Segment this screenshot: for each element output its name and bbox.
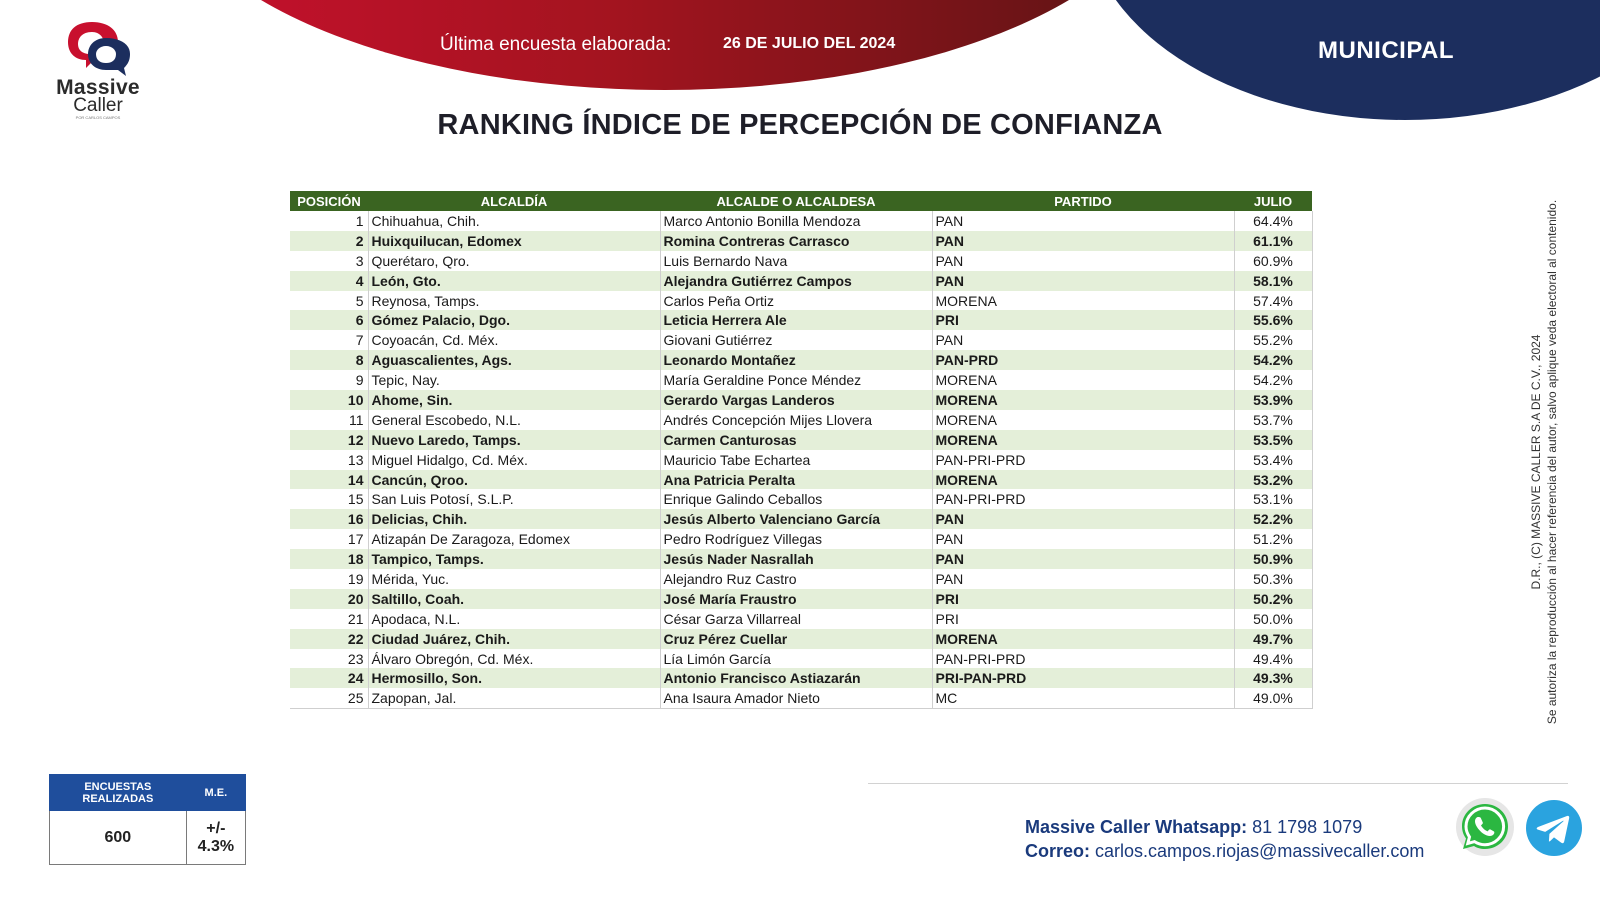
row-party: MORENA xyxy=(932,390,1234,410)
row-party: PAN xyxy=(932,231,1234,251)
row-city: Cancún, Qroo. xyxy=(368,470,660,490)
row-city: General Escobedo, N.L. xyxy=(368,410,660,430)
row-value: 53.2% xyxy=(1234,470,1312,490)
row-mayor: Mauricio Tabe Echartea xyxy=(660,450,932,470)
table-row xyxy=(290,470,1312,490)
row-city: Apodaca, N.L. xyxy=(368,609,660,629)
row-position: 19 xyxy=(290,569,368,589)
row-mayor: Enrique Galindo Ceballos xyxy=(660,489,932,509)
row-mayor: Gerardo Vargas Landeros xyxy=(660,390,932,410)
row-party: PAN xyxy=(932,569,1234,589)
row-city: Querétaro, Qro. xyxy=(368,251,660,271)
row-city: Nuevo Laredo, Tamps. xyxy=(368,430,660,450)
row-value: 50.0% xyxy=(1234,609,1312,629)
table-row xyxy=(290,350,1312,370)
email-label: Correo: xyxy=(1025,841,1091,861)
row-position: 25 xyxy=(290,688,368,708)
row-mayor: Luis Bernardo Nava xyxy=(660,251,932,271)
row-city: Tampico, Tamps. xyxy=(368,549,660,569)
row-party: MORENA xyxy=(932,370,1234,390)
row-position: 1 xyxy=(290,211,368,231)
row-value: 55.2% xyxy=(1234,330,1312,350)
row-value: 50.2% xyxy=(1234,589,1312,609)
row-value: 53.1% xyxy=(1234,489,1312,509)
row-value: 57.4% xyxy=(1234,291,1312,311)
row-position: 13 xyxy=(290,450,368,470)
brand-name-line2: Caller xyxy=(73,95,123,116)
survey-date: 26 DE JULIO DEL 2024 xyxy=(723,35,896,52)
row-city: Ahome, Sin. xyxy=(368,390,660,410)
row-value: 53.9% xyxy=(1234,390,1312,410)
row-city: Álvaro Obregón, Cd. Méx. xyxy=(368,649,660,669)
row-position: 23 xyxy=(290,649,368,669)
row-position: 10 xyxy=(290,390,368,410)
table-row xyxy=(290,330,1312,350)
brand-logo xyxy=(48,18,148,120)
margin-error-value: +/- 4.3% xyxy=(186,811,245,865)
row-city: Hermosillo, Son. xyxy=(368,668,660,688)
row-city: Aguascalientes, Ags. xyxy=(368,350,660,370)
row-value: 51.2% xyxy=(1234,529,1312,549)
survey-stats-table xyxy=(49,774,246,865)
column-header-city: ALCALDÍA xyxy=(368,191,660,211)
row-city: Reynosa, Tamps. xyxy=(368,291,660,311)
margin-error-header: M.E. xyxy=(186,775,245,811)
email-link[interactable]: carlos.campos.riojas@massivecaller.com xyxy=(1095,841,1425,861)
row-party: PRI xyxy=(932,310,1234,330)
row-city: Mérida, Yuc. xyxy=(368,569,660,589)
row-position: 20 xyxy=(290,589,368,609)
copyright-line2: Se autoriza la reproducción al hacer referencia del autor, salvo aplique veda electoral al contenido. xyxy=(1545,199,1559,725)
table-row xyxy=(290,529,1312,549)
survey-label: Última encuesta elaborada: xyxy=(440,34,672,55)
row-city: Zapopan, Jal. xyxy=(368,688,660,708)
row-party: PAN-PRI-PRD xyxy=(932,489,1234,509)
row-party: PAN xyxy=(932,211,1234,231)
row-position: 21 xyxy=(290,609,368,629)
table-row xyxy=(290,251,1312,271)
row-value: 61.1% xyxy=(1234,231,1312,251)
row-position: 24 xyxy=(290,668,368,688)
row-position: 6 xyxy=(290,310,368,330)
telegram-icon[interactable] xyxy=(1526,800,1582,856)
table-row xyxy=(290,688,1312,708)
row-position: 4 xyxy=(290,271,368,291)
row-city: León, Gto. xyxy=(368,271,660,291)
row-party: PAN xyxy=(932,509,1234,529)
table-row xyxy=(290,310,1312,330)
row-value: 53.4% xyxy=(1234,450,1312,470)
table-row xyxy=(290,609,1312,629)
row-value: 53.7% xyxy=(1234,410,1312,430)
table-row xyxy=(290,430,1312,450)
table-row xyxy=(290,589,1312,609)
row-mayor: Cruz Pérez Cuellar xyxy=(660,629,932,649)
row-party: PRI xyxy=(932,589,1234,609)
row-value: 58.1% xyxy=(1234,271,1312,291)
table-row xyxy=(290,410,1312,430)
whatsapp-number[interactable]: 81 1798 1079 xyxy=(1252,817,1363,837)
row-party: PAN xyxy=(932,251,1234,271)
row-city: Tepic, Nay. xyxy=(368,370,660,390)
row-position: 9 xyxy=(290,370,368,390)
row-position: 7 xyxy=(290,330,368,350)
row-mayor: Antonio Francisco Astiazarán xyxy=(660,668,932,688)
table-row xyxy=(290,649,1312,669)
row-party: MORENA xyxy=(932,629,1234,649)
table-row xyxy=(290,509,1312,529)
row-position: 15 xyxy=(290,489,368,509)
row-mayor: Leonardo Montañez xyxy=(660,350,932,370)
row-city: Atizapán De Zaragoza, Edomex xyxy=(368,529,660,549)
row-position: 8 xyxy=(290,350,368,370)
table-row xyxy=(290,390,1312,410)
scope-label: MUNICIPAL xyxy=(1318,37,1455,64)
row-mayor: Carmen Canturosas xyxy=(660,430,932,450)
chat-bubbles-logo-icon xyxy=(62,18,134,76)
row-value: 49.3% xyxy=(1234,668,1312,688)
surveys-header: ENCUESTAS REALIZADAS xyxy=(50,775,187,811)
table-row xyxy=(290,370,1312,390)
row-mayor: Jesús Alberto Valenciano García xyxy=(660,509,932,529)
row-party: MORENA xyxy=(932,470,1234,490)
row-value: 49.4% xyxy=(1234,649,1312,669)
row-party: PAN xyxy=(932,529,1234,549)
row-party: MC xyxy=(932,688,1234,708)
copyright-line1: D.R., (C) MASSIVE CALLER S.A DE C.V., 2024 xyxy=(1529,334,1543,590)
row-value: 50.3% xyxy=(1234,569,1312,589)
row-mayor: Andrés Concepción Mijes Llovera xyxy=(660,410,932,430)
row-mayor: Romina Contreras Carrasco xyxy=(660,231,932,251)
table-row xyxy=(290,450,1312,470)
row-mayor: Carlos Peña Ortiz xyxy=(660,291,932,311)
row-mayor: César Garza Villarreal xyxy=(660,609,932,629)
row-city: Delicias, Chih. xyxy=(368,509,660,529)
row-city: Huixquilucan, Edomex xyxy=(368,231,660,251)
row-value: 55.6% xyxy=(1234,310,1312,330)
row-city: Gómez Palacio, Dgo. xyxy=(368,310,660,330)
row-party: MORENA xyxy=(932,430,1234,450)
column-header-position: POSICIÓN xyxy=(290,191,368,211)
row-position: 5 xyxy=(290,291,368,311)
table-row xyxy=(290,549,1312,569)
brand-tagline: POR CARLOS CAMPOS xyxy=(75,115,121,120)
page-title: RANKING ÍNDICE DE PERCEPCIÓN DE CONFIANZA xyxy=(437,109,1163,141)
column-header-party: PARTIDO xyxy=(932,191,1234,211)
column-header-july: JULIO xyxy=(1234,191,1312,211)
row-party: PAN xyxy=(932,330,1234,350)
table-row xyxy=(290,489,1312,509)
row-party: PAN-PRD xyxy=(932,350,1234,370)
contact-divider xyxy=(868,783,1568,784)
row-value: 64.4% xyxy=(1234,211,1312,231)
row-party: PRI xyxy=(932,609,1234,629)
row-mayor: Ana Isaura Amador Nieto xyxy=(660,688,932,708)
surveys-value: 600 xyxy=(50,811,187,865)
table-row xyxy=(290,231,1312,251)
row-city: Chihuahua, Chih. xyxy=(368,211,660,231)
table-row xyxy=(290,569,1312,589)
ranking-table xyxy=(290,191,1313,709)
row-position: 12 xyxy=(290,430,368,450)
table-header-row xyxy=(290,191,1312,211)
table-row xyxy=(290,291,1312,311)
row-value: 60.9% xyxy=(1234,251,1312,271)
row-city: Miguel Hidalgo, Cd. Méx. xyxy=(368,450,660,470)
row-mayor: José María Fraustro xyxy=(660,589,932,609)
row-city: San Luis Potosí, S.L.P. xyxy=(368,489,660,509)
table-row xyxy=(290,629,1312,649)
row-position: 22 xyxy=(290,629,368,649)
row-position: 17 xyxy=(290,529,368,549)
row-position: 14 xyxy=(290,470,368,490)
row-mayor: Lía Limón García xyxy=(660,649,932,669)
row-party: PAN xyxy=(932,271,1234,291)
table-row xyxy=(290,668,1312,688)
row-mayor: Leticia Herrera Ale xyxy=(660,310,932,330)
row-party: MORENA xyxy=(932,410,1234,430)
row-mayor: Alejandra Gutiérrez Campos xyxy=(660,271,932,291)
row-value: 50.9% xyxy=(1234,549,1312,569)
row-position: 3 xyxy=(290,251,368,271)
row-value: 52.2% xyxy=(1234,509,1312,529)
row-party: PAN xyxy=(932,549,1234,569)
row-city: Saltillo, Coah. xyxy=(368,589,660,609)
table-row xyxy=(290,211,1312,231)
row-position: 2 xyxy=(290,231,368,251)
row-value: 54.2% xyxy=(1234,350,1312,370)
row-value: 49.0% xyxy=(1234,688,1312,708)
copyright-notice xyxy=(1526,182,1562,742)
row-position: 11 xyxy=(290,410,368,430)
row-party: PAN-PRI-PRD xyxy=(932,649,1234,669)
row-party: MORENA xyxy=(932,291,1234,311)
whatsapp-label: Massive Caller Whatsapp: xyxy=(1025,817,1248,837)
row-mayor: Marco Antonio Bonilla Mendoza xyxy=(660,211,932,231)
row-mayor: Alejandro Ruz Castro xyxy=(660,569,932,589)
row-value: 54.2% xyxy=(1234,370,1312,390)
row-mayor: Pedro Rodríguez Villegas xyxy=(660,529,932,549)
row-party: PRI-PAN-PRD xyxy=(932,668,1234,688)
row-city: Ciudad Juárez, Chih. xyxy=(368,629,660,649)
row-position: 16 xyxy=(290,509,368,529)
row-position: 18 xyxy=(290,549,368,569)
contact-info xyxy=(1025,815,1424,863)
brand-name-line1: Massive xyxy=(56,76,140,99)
row-city: Coyoacán, Cd. Méx. xyxy=(368,330,660,350)
row-mayor: Ana Patricia Peralta xyxy=(660,470,932,490)
row-value: 53.5% xyxy=(1234,430,1312,450)
column-header-mayor: ALCALDE O ALCALDESA xyxy=(660,191,932,211)
row-party: PAN-PRI-PRD xyxy=(932,450,1234,470)
whatsapp-icon[interactable] xyxy=(1455,797,1515,857)
table-body xyxy=(290,211,1312,708)
row-value: 49.7% xyxy=(1234,629,1312,649)
table-row xyxy=(290,271,1312,291)
row-mayor: Giovani Gutiérrez xyxy=(660,330,932,350)
row-mayor: María Geraldine Ponce Méndez xyxy=(660,370,932,390)
row-mayor: Jesús Nader Nasrallah xyxy=(660,549,932,569)
